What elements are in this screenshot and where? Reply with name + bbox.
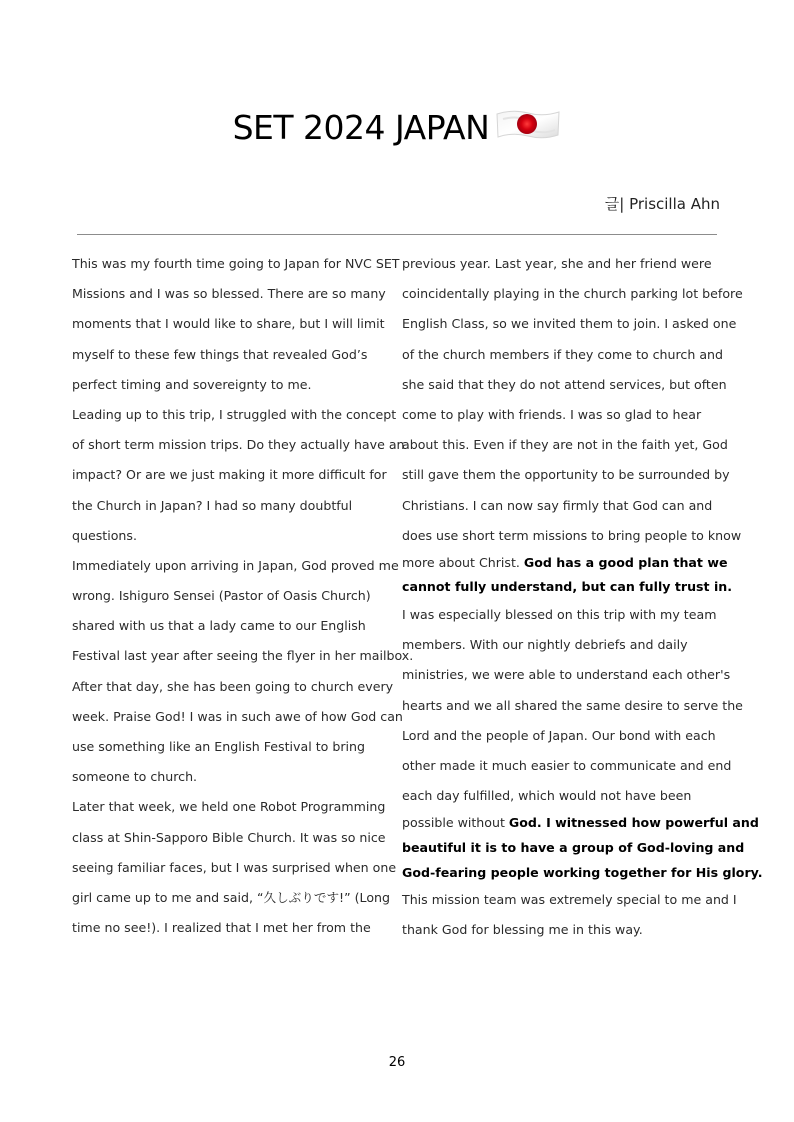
line-text: come to play with friends. I was so glad to hear — [402, 406, 702, 422]
text-line — [402, 721, 724, 751]
line-text: members. With our nightly debriefs and daily — [402, 637, 688, 653]
text-line — [402, 370, 727, 400]
line-text: questions. — [72, 527, 137, 543]
line-text: hearts and we all shared the same desire to serve the — [402, 697, 743, 713]
text-line — [402, 915, 724, 945]
text-line — [402, 249, 724, 279]
text-line — [402, 491, 724, 521]
line-text: still gave them the opportunity to be surrounded by — [402, 467, 730, 483]
author-byline: 글| Priscilla Ahn — [604, 195, 720, 213]
emphasis-text: cannot fully understand, but can fully trust in. — [402, 579, 733, 595]
text-line — [402, 551, 728, 576]
emphasis-text: God-fearing people working together for His glory. — [402, 864, 763, 880]
line-text: use something like an English Festival to bring — [72, 739, 366, 754]
line-text: girl came up to me and said, “久しぶりです!” (Long — [72, 889, 391, 905]
text-line — [72, 853, 397, 883]
text-line — [72, 702, 403, 732]
line-text: English Class, so we invited them to join. I asked one — [402, 316, 737, 332]
text-line — [72, 732, 394, 762]
line-text: more about Christ. — [402, 554, 524, 570]
page-number: 26 — [388, 1055, 406, 1070]
title-row — [0, 108, 794, 147]
line-text: Later that week, we held one Robot Programming — [72, 799, 386, 815]
line-text: thank God for blessing me in this way. — [402, 922, 643, 938]
line-text: Missions and I was so blessed. There are so many — [72, 286, 386, 302]
text-line — [72, 279, 394, 309]
text-line — [72, 370, 394, 400]
line-text: I was especially blessed on this trip with my team — [402, 607, 717, 623]
text-line — [72, 823, 394, 853]
line-text: This was my fourth time going to Japan for NVC SET — [72, 256, 400, 271]
line-text: coincidentally playing in the church parking lot before — [402, 286, 743, 302]
text-line — [402, 309, 737, 339]
text-line — [402, 861, 763, 886]
line-text: impact? Or are we just making it more difficult for — [72, 467, 387, 483]
line-text: of short term mission trips. Do they actually have an — [72, 437, 405, 453]
line-text: of the church members if they come to church and — [402, 346, 724, 362]
line-text: other made it much easier to communicate and end — [402, 758, 732, 773]
line-text: time no see!). I realized that I met her from the — [72, 920, 371, 936]
text-line — [72, 551, 399, 581]
text-line — [72, 249, 400, 279]
line-text: seeing familiar faces, but I was surprised when one — [72, 859, 397, 875]
line-text: Christians. I can now say firmly that God can and — [402, 497, 713, 513]
page-title: SET 2024 JAPAN — [232, 108, 490, 147]
line-text: shared with us that a lady came to our English — [72, 618, 366, 634]
emphasis-text: God has a good plan that we — [523, 554, 728, 570]
japan-flag-icon — [495, 105, 561, 143]
line-text: After that day, she has been going to church every — [72, 678, 394, 694]
text-line — [402, 811, 759, 836]
line-text: each day fulfilled, which would not have been — [402, 788, 692, 804]
text-line — [72, 400, 397, 430]
text-line — [72, 792, 394, 822]
line-text: about this. Even if they are not in the faith yet, God — [402, 437, 728, 453]
text-line — [402, 521, 742, 551]
text-line — [72, 430, 405, 460]
right-column — [402, 249, 763, 946]
emphasis-text: God. I witnessed how powerful and — [508, 815, 759, 831]
line-text: perfect timing and sovereignty to me. — [72, 376, 312, 392]
line-text: moments that I would like to share, but I will limit — [72, 316, 385, 332]
line-text: does use short term missions to bring people to know — [402, 527, 742, 543]
text-line — [72, 491, 394, 521]
text-line — [72, 883, 394, 913]
left-column — [72, 249, 414, 943]
line-text: myself to these few things that revealed God’s — [72, 346, 368, 362]
line-text: Immediately upon arriving in Japan, God proved me — [72, 557, 399, 573]
text-line — [402, 460, 730, 490]
line-text: week. Praise God! I was in such awe of how God can — [72, 708, 403, 724]
text-line — [402, 781, 724, 811]
line-text: possible without — [402, 815, 509, 831]
text-line — [72, 672, 394, 702]
emphasis-text: beautiful it is to have a group of God-loving and — [402, 839, 745, 855]
line-text: previous year. Last year, she and her friend were — [402, 256, 712, 271]
text-line — [402, 751, 732, 781]
text-line — [402, 600, 724, 630]
text-line — [72, 460, 394, 490]
text-line — [72, 611, 394, 641]
text-line — [402, 885, 737, 915]
line-text: the Church in Japan? I had so many doubtful — [72, 497, 353, 513]
line-text: Lord and the people of Japan. Our bond with each — [402, 727, 716, 743]
text-line — [402, 660, 731, 690]
line-text: This mission team was extremely special to me and I — [402, 892, 737, 908]
line-text: she said that they do not attend services, but often — [402, 376, 727, 392]
text-line — [402, 430, 728, 460]
text-line — [402, 836, 745, 861]
text-line — [402, 400, 724, 430]
text-line — [72, 913, 394, 943]
text-line — [72, 309, 394, 339]
line-text: class at Shin-Sapporo Bible Church. It was so nice — [72, 829, 386, 845]
text-line — [402, 340, 724, 370]
text-line — [402, 630, 724, 660]
text-line — [72, 641, 414, 671]
text-line — [402, 279, 743, 309]
header-divider — [77, 234, 717, 235]
text-line — [402, 575, 733, 600]
line-text: someone to church. — [72, 769, 198, 785]
text-line — [72, 581, 394, 611]
text-line — [72, 340, 394, 370]
line-text: Leading up to this trip, I struggled with the concept — [72, 406, 397, 422]
text-line — [402, 691, 743, 721]
line-text: ministries, we were able to understand each other's — [402, 667, 731, 683]
line-text: Festival last year after seeing the flyer in her mailbox. — [72, 648, 414, 664]
text-line — [72, 521, 394, 551]
line-text: wrong. Ishiguro Sensei (Pastor of Oasis Church) — [72, 588, 371, 604]
text-line — [72, 762, 394, 792]
